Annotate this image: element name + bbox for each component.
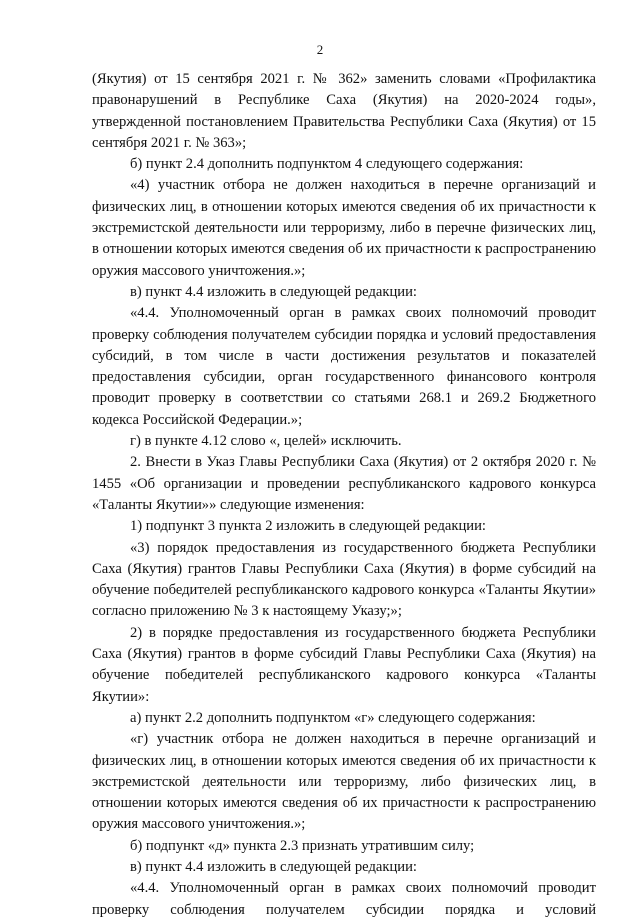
paragraph-subitem-1: 1) подпункт 3 пункта 2 изложить в следующей редакции: — [130, 518, 486, 535]
paragraph-item-b-2: б) подпункт «д» пункта 2.3 признать утратившим силу; — [130, 837, 475, 854]
paragraph-item-b: б) пункт 2.4 дополнить подпунктом 4 следующего содержания: — [130, 156, 524, 173]
paragraph-quote-4-4: «4.4. Уполномоченный орган в рамках своих полномочий проводит проверку соблюдения получателем субсидии порядка и условий предоставления субсидий, в том числе в части достижения результатов и показателей предоставления субсидии, орган государственного финансового контроля проводит проверку в соответствии со статьями 268.1 и 269.2 Бюджетного кодекса Российской Федерации.»; — [92, 305, 596, 428]
page-number: 2 — [316, 42, 324, 57]
paragraph-subitem-2: 2) в порядке предоставления из государственного бюджета Республики Саха (Якутия) грантов в форме субсидий Главы Республики Саха (Якутия) на обучение победителей республиканского кадрового конкурса «Таланты Якутии»: — [92, 624, 596, 705]
paragraph-quote-4-4-second: «4.4. Уполномоченный орган в рамках своих полномочий проводит проверку соблюдения получателем субсидии порядка и условий — [92, 880, 596, 918]
paragraph-quote-3: «3) порядок предоставления из государственного бюджета Республики Саха (Якутия) грантов Главы Республики Саха (Якутия) в форме субсидий на обучение победителей республиканского кадрового конкурса «Таланты Якутии» согласно приложению № 3 к настоящему Указу;»; — [92, 539, 596, 620]
paragraph-quote-g: «г) участник отбора не должен находиться в перечне организаций и физических лиц, в отношении которых имеются сведения об их причастности к экстремистской деятельности или терроризму, либо физических лиц, в отношении которых имеются сведения об их причастности к распространению оружия массового уничтожения.»; — [92, 731, 596, 833]
paragraph-item-v-2: в) пункт 4.4 изложить в следующей редакции: — [130, 858, 417, 875]
document-body — [92, 69, 596, 921]
paragraph-section-2: 2. Внести в Указ Главы Республики Саха (Якутия) от 2 октября 2020 г. № 1455 «Об организации и проведении республиканского кадрового конкурса «Таланты Якутии»» следующие изменения: — [92, 454, 596, 513]
paragraph-item-v: в) пункт 4.4 изложить в следующей редакции: — [130, 283, 417, 300]
paragraph-item-a: а) пункт 2.2 дополнить подпунктом «г» следующего содержания: — [130, 709, 536, 726]
paragraph-quote-4: «4) участник отбора не должен находиться в перечне организаций и физических лиц, в отношении которых имеются сведения об их причастности к экстремистской деятельности или терроризму, либо в перечне физических лиц, в отношении которых имеются сведения об их причастности к распространению оружия массового уничтожения.»; — [92, 177, 596, 279]
paragraph-item-g: г) в пункте 4.12 слово «, целей» исключить. — [130, 433, 402, 450]
paragraph-continuation: (Якутия) от 15 сентября 2021 г. № 362» заменить словами «Профилактика правонарушений в Республике Саха (Якутия) на 2020-2024 годы», утвержденной постановлением Правительства Республики Саха (Якутия) от 15 сентября 2021 г. № 363»; — [92, 71, 596, 151]
